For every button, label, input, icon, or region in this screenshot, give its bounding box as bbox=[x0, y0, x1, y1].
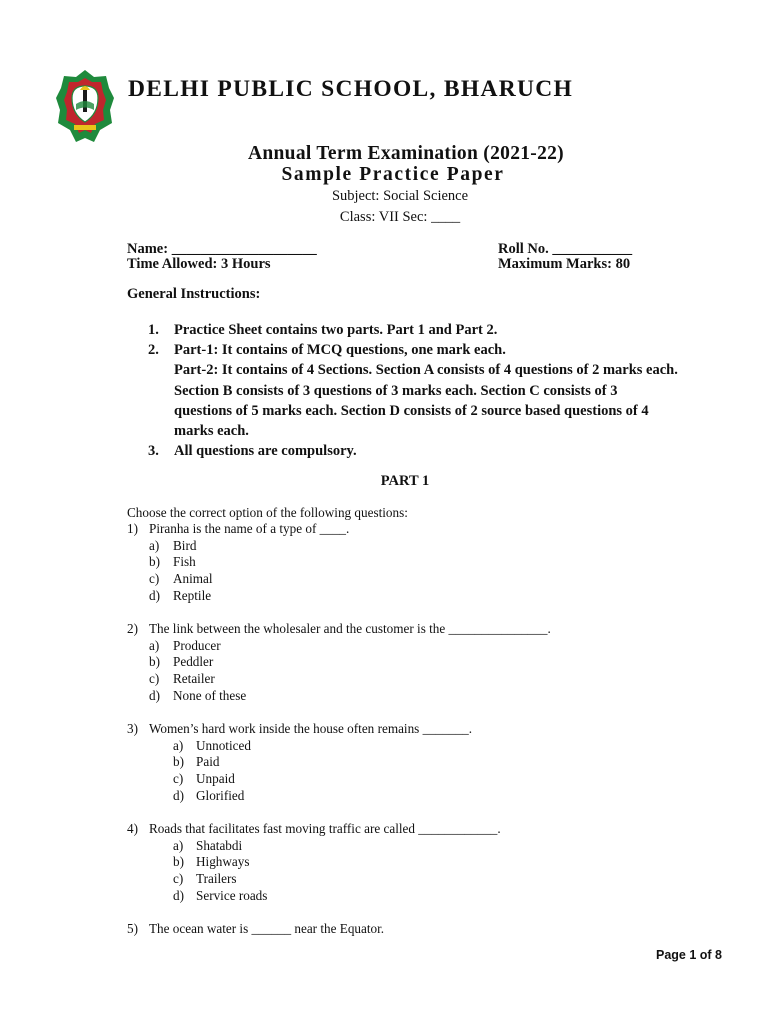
option-b: b) Highways bbox=[173, 854, 250, 870]
page-number: Page 1 of 8 bbox=[656, 948, 722, 962]
option-d: d) Glorified bbox=[173, 787, 245, 803]
question-number: 1) bbox=[127, 521, 138, 536]
instructions-list bbox=[148, 320, 678, 461]
question-number: 5) bbox=[127, 921, 138, 936]
option-d: d) None of these bbox=[149, 687, 247, 703]
instruction-item bbox=[148, 441, 678, 461]
question-number: 2) bbox=[127, 621, 138, 636]
question-number: 4) bbox=[127, 821, 138, 836]
instruction-item bbox=[148, 320, 678, 340]
option-a: a) Shatabdi bbox=[173, 837, 243, 853]
roll-no-field-label: Roll No. ___________ bbox=[498, 241, 633, 257]
part-1-heading: PART 1 bbox=[380, 473, 430, 489]
time-allowed: Time Allowed: 3 Hours bbox=[127, 256, 271, 272]
instruction-text: Part-1: It contains of MCQ questions, one mark each. bbox=[174, 342, 506, 359]
option-a: a) Producer bbox=[149, 637, 221, 653]
exam-title: Annual Term Examination (2021-22) bbox=[248, 143, 564, 164]
class-line: Class: VII Sec: ____ bbox=[339, 209, 461, 225]
instruction-text: All questions are compulsory. bbox=[174, 443, 357, 460]
question-text: The ocean water is ______ near the Equator. bbox=[149, 921, 385, 936]
question-2 bbox=[127, 621, 687, 704]
option-c: c) Animal bbox=[149, 571, 213, 587]
option-b: b) Peddler bbox=[149, 654, 214, 670]
question-number: 3) bbox=[127, 721, 138, 736]
option-c: c) Retailer bbox=[149, 671, 215, 687]
name-field-label: Name: ____________________ bbox=[127, 241, 317, 257]
school-name: DELHI PUBLIC SCHOOL, BHARUCH bbox=[128, 76, 574, 102]
instruction-text: Practice Sheet contains two parts. Part 1 and Part 2. bbox=[174, 322, 498, 338]
question-text: The link between the wholesaler and the customer is the _______________. bbox=[149, 621, 551, 636]
option-c: c) Unpaid bbox=[173, 771, 235, 787]
option-a: a) Unnoticed bbox=[173, 737, 251, 753]
question-3 bbox=[127, 721, 687, 804]
paper-type: Sample Practice Paper bbox=[281, 164, 505, 185]
question-text: Roads that facilitates fast moving traffic are called ____________. bbox=[149, 821, 501, 836]
option-d: d) Service roads bbox=[173, 887, 268, 903]
instruction-number: 3. bbox=[148, 443, 159, 460]
instructions-heading: General Instructions: bbox=[127, 286, 261, 302]
question-text: Piranha is the name of a type of ____. bbox=[149, 521, 350, 536]
part-1-intro: Choose the correct option of the following questions: bbox=[127, 505, 408, 520]
option-a: a) Bird bbox=[149, 537, 197, 553]
school-crest-icon bbox=[54, 68, 116, 146]
option-b: b) Paid bbox=[173, 754, 220, 770]
maximum-marks: Maximum Marks: 80 bbox=[498, 256, 631, 272]
question-5 bbox=[127, 921, 687, 938]
question-4 bbox=[127, 821, 687, 904]
instruction-number: 1. bbox=[148, 322, 159, 338]
instruction-number: 2. bbox=[148, 342, 159, 359]
instruction-text-extra: Part-2: It contains of 4 Sections. Section A consists of 4 questions of 2 marks each. Section B consists of 3 questions of 3 marks each. Section C consists of 3 questions of 5 marks each. Section D consists of 2 source based questions of 4 marks each. bbox=[174, 362, 678, 440]
question-1 bbox=[127, 521, 687, 604]
instruction-item bbox=[148, 340, 678, 441]
option-b: b) Fish bbox=[149, 554, 196, 570]
subject-line: Subject: Social Science bbox=[331, 188, 469, 204]
question-text: Women’s hard work inside the house often remains _______. bbox=[149, 721, 473, 736]
option-c: c) Trailers bbox=[173, 871, 237, 887]
option-d: d) Reptile bbox=[149, 587, 212, 603]
